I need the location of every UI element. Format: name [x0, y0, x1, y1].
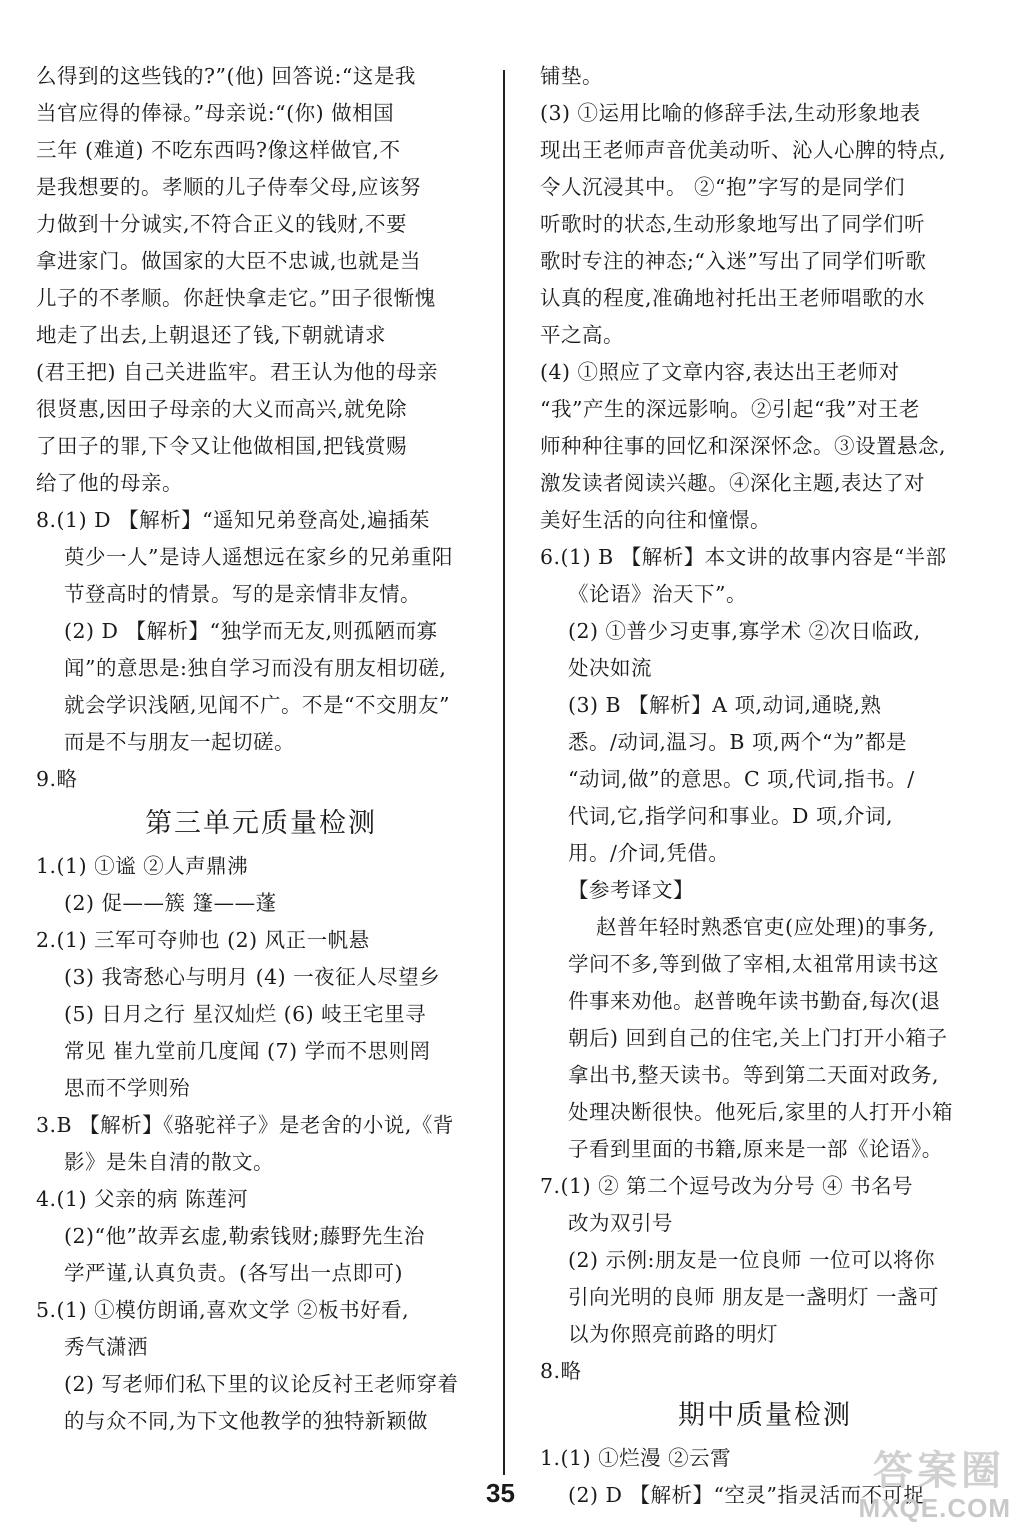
right-text-line: 处决如流: [568, 656, 652, 680]
watermark: [855, 1450, 1025, 1530]
left-text-line: 了田子的罪,下令又让他做相国,把钱赏赐: [36, 434, 408, 458]
left-text-line: 儿子的不孝顺。你赶快拿走它。”田子很惭愧: [36, 286, 436, 310]
right-text-line: 铺垫。: [540, 64, 603, 88]
right-text-line: 平之高。: [540, 323, 624, 347]
left-text-line: 学严谨,认真负责。(各写出一点即可): [64, 1261, 404, 1285]
right-text-line: 1.(1) ①烂漫 ②云霄: [540, 1446, 732, 1470]
left-text-line: 很贤惠,因田子母亲的大义而高兴,就免除: [36, 397, 408, 421]
right-text-line: (2) D 【解析】“空灵”指灵活而不可捉: [568, 1483, 925, 1507]
left-text-line: (5) 日月之行 星汉灿烂 (6) 岐王宅里寻: [64, 1002, 427, 1026]
right-text-line: 认真的程度,准确地衬托出王老师唱歌的水: [540, 286, 926, 310]
left-text-line: 9.略: [36, 767, 78, 791]
right-text-line: 现出王老师声音优美动听、沁人心脾的特点,: [540, 138, 947, 162]
right-text-line: 歌时专注的神态;“入迷”写出了同学们听歌: [540, 249, 927, 273]
right-text-line: 7.(1) ② 第二个逗号改为分号 ④ 书名号: [540, 1174, 914, 1198]
left-text-line: 影》是朱自清的散文。: [64, 1150, 274, 1174]
right-text-line: 以为你照亮前路的明灯: [568, 1322, 778, 1346]
section-heading: 第三单元质量检测: [145, 808, 377, 838]
right-text-line: (3) B 【解析】A 项,动词,通晓,熟: [568, 693, 882, 717]
left-text-line: 就会学识浅陋,见闻不广。不是“不交朋友”: [64, 693, 450, 717]
left-text-line: 三年 (难道) 不吃东西吗?像这样做官,不: [36, 138, 401, 162]
left-text-line: (2) 促——簇 篷——蓬: [64, 891, 277, 915]
right-text-line: 用。/介词,凭借。: [568, 841, 730, 865]
left-text-line: (2) D 【解析】“独学而无友,则孤陋而寡: [64, 619, 438, 643]
left-text-line: 拿进家门。做国家的大臣不忠诚,也就是当: [36, 249, 422, 273]
right-text-line: 令人沉浸其中。 ②“抱”字写的是同学们: [540, 175, 905, 199]
left-text-line: 1.(1) ①谧 ②人声鼎沸: [36, 854, 249, 878]
right-text-line: (2) ①普少习吏事,寡学术 ②次日临政,: [568, 619, 921, 643]
right-text-line: 学问不多,等到做了宰相,太祖常用读书这: [568, 952, 940, 976]
left-text-line: 闻”的意思是:独自学习而没有朋友相切磋,: [64, 656, 447, 680]
right-text-line: 引向光明的良师 朋友是一盏明灯 一盏可: [568, 1285, 940, 1309]
left-text-line: 当官应得的俸禄。”母亲说:“(你) 做相国: [36, 101, 395, 125]
right-text-line: (4) ①照应了文章内容,表达出王老师对: [540, 360, 900, 384]
right-text-line: “我”产生的深远影响。②引起“我”对王老: [540, 397, 920, 421]
left-text-line: 常见 崔九堂前几度闻 (7) 学而不思则罔: [64, 1039, 431, 1063]
right-text-line: 代词,它,指学问和事业。D 项,介词,: [568, 804, 894, 828]
right-text-line: 朝后) 回到自己的住宅,关上门打开小箱子: [568, 1026, 948, 1050]
left-text-line: 节登高时的情景。写的是亲情非友情。: [64, 582, 421, 606]
right-text-line: 师种种往事的回忆和深深怀念。③设置悬念,: [540, 434, 947, 458]
left-text-line: 的与众不同,为下文他教学的独特新颖做: [64, 1409, 429, 1433]
right-text-line: 赵普年轻时熟悉官吏(应处理)的事务,: [596, 915, 936, 939]
left-text-line: 3.B 【解析】《骆驼祥子》是老舍的小说,《背: [36, 1113, 454, 1137]
right-text-line: (2) 示例:朋友是一位良师 一位可以将你: [568, 1248, 935, 1272]
right-text-line: “动词,做”的意思。C 项,代词,指书。/: [568, 767, 915, 791]
left-text-line: (2)“他”故弄玄虚,勒索钱财;藤野先生治: [64, 1224, 425, 1248]
right-text-line: 件事来劝他。赵普晚年读书勤奋,每次(退: [568, 989, 941, 1013]
right-text-line: 悉。/动词,温习。B 项,两个“为”都是: [568, 730, 907, 754]
watermark-logo: 答案圈: [873, 1448, 1005, 1494]
right-text-line: 改为双引号: [568, 1211, 673, 1235]
left-text-line: 2.(1) 三军可夺帅也 (2) 风正一帆悬: [36, 928, 370, 952]
right-column: [540, 58, 990, 1514]
left-text-line: (2) 写老师们私下里的议论反衬王老师穿着: [64, 1372, 459, 1396]
right-text-line: 拿出书,整天读书。等到第二天面对政务,: [568, 1063, 940, 1087]
right-text-line: 子看到里面的书籍,原来是一部《论语》。: [568, 1137, 943, 1161]
left-text-line: 萸少一人”是诗人遥想远在家乡的兄弟重阳: [64, 545, 453, 569]
left-text-line: 么得到的这些钱的?”(他) 回答说:“这是我: [36, 64, 416, 88]
left-text-line: 给了他的母亲。: [36, 471, 183, 495]
left-text-line: 4.(1) 父亲的病 陈莲河: [36, 1187, 249, 1211]
left-text-line: 地走了出去,上朝退还了钱,下朝就请求: [36, 323, 387, 347]
right-text-line: 处理决断很快。他死后,家里的人打开小箱: [568, 1100, 954, 1124]
right-text-line: 【参考译文】: [568, 878, 694, 902]
left-text-line: (3) 我寄愁心与明月 (4) 一夜征人尽望乡: [64, 965, 441, 989]
left-text-line: 是我想要的。孝顺的儿子侍奉父母,应该努: [36, 175, 422, 199]
watermark-text: MXQE.COM: [858, 1493, 1011, 1523]
left-text-line: 思而不学则殆: [64, 1076, 190, 1100]
left-text-line: 力做到十分诚实,不符合正义的钱财,不要: [36, 212, 408, 236]
right-text-line: 6.(1) B 【解析】本文讲的故事内容是“半部: [540, 545, 947, 569]
left-text-line: 5.(1) ①模仿朗诵,喜欢文学 ②板书好看,: [36, 1298, 410, 1322]
right-text-line: 听歌时的状态,生动形象地写出了同学们听: [540, 212, 926, 236]
right-text-line: (3) ①运用比喻的修辞手法,生动形象地表: [540, 101, 921, 125]
right-text-line: 美好生活的向往和憧憬。: [540, 508, 771, 532]
section-heading: 期中质量检测: [678, 1400, 852, 1430]
left-text-line: (君王把) 自己关进监牢。君王认为他的母亲: [36, 360, 439, 384]
page-number: 35: [486, 1478, 515, 1508]
left-column: [36, 58, 486, 1440]
right-text-line: 激发读者阅读兴趣。④深化主题,表达了对: [540, 471, 926, 495]
left-text-line: 8.(1) D 【解析】“遥知兄弟登高处,遍插茱: [36, 508, 431, 532]
right-text-line: 《论语》治天下”。: [568, 582, 747, 606]
left-text-line: 而是不与朋友一起切磋。: [64, 730, 295, 754]
column-divider: [503, 70, 505, 1475]
right-text-line: 8.略: [540, 1359, 582, 1383]
left-text-line: 秀气潇洒: [64, 1335, 148, 1359]
